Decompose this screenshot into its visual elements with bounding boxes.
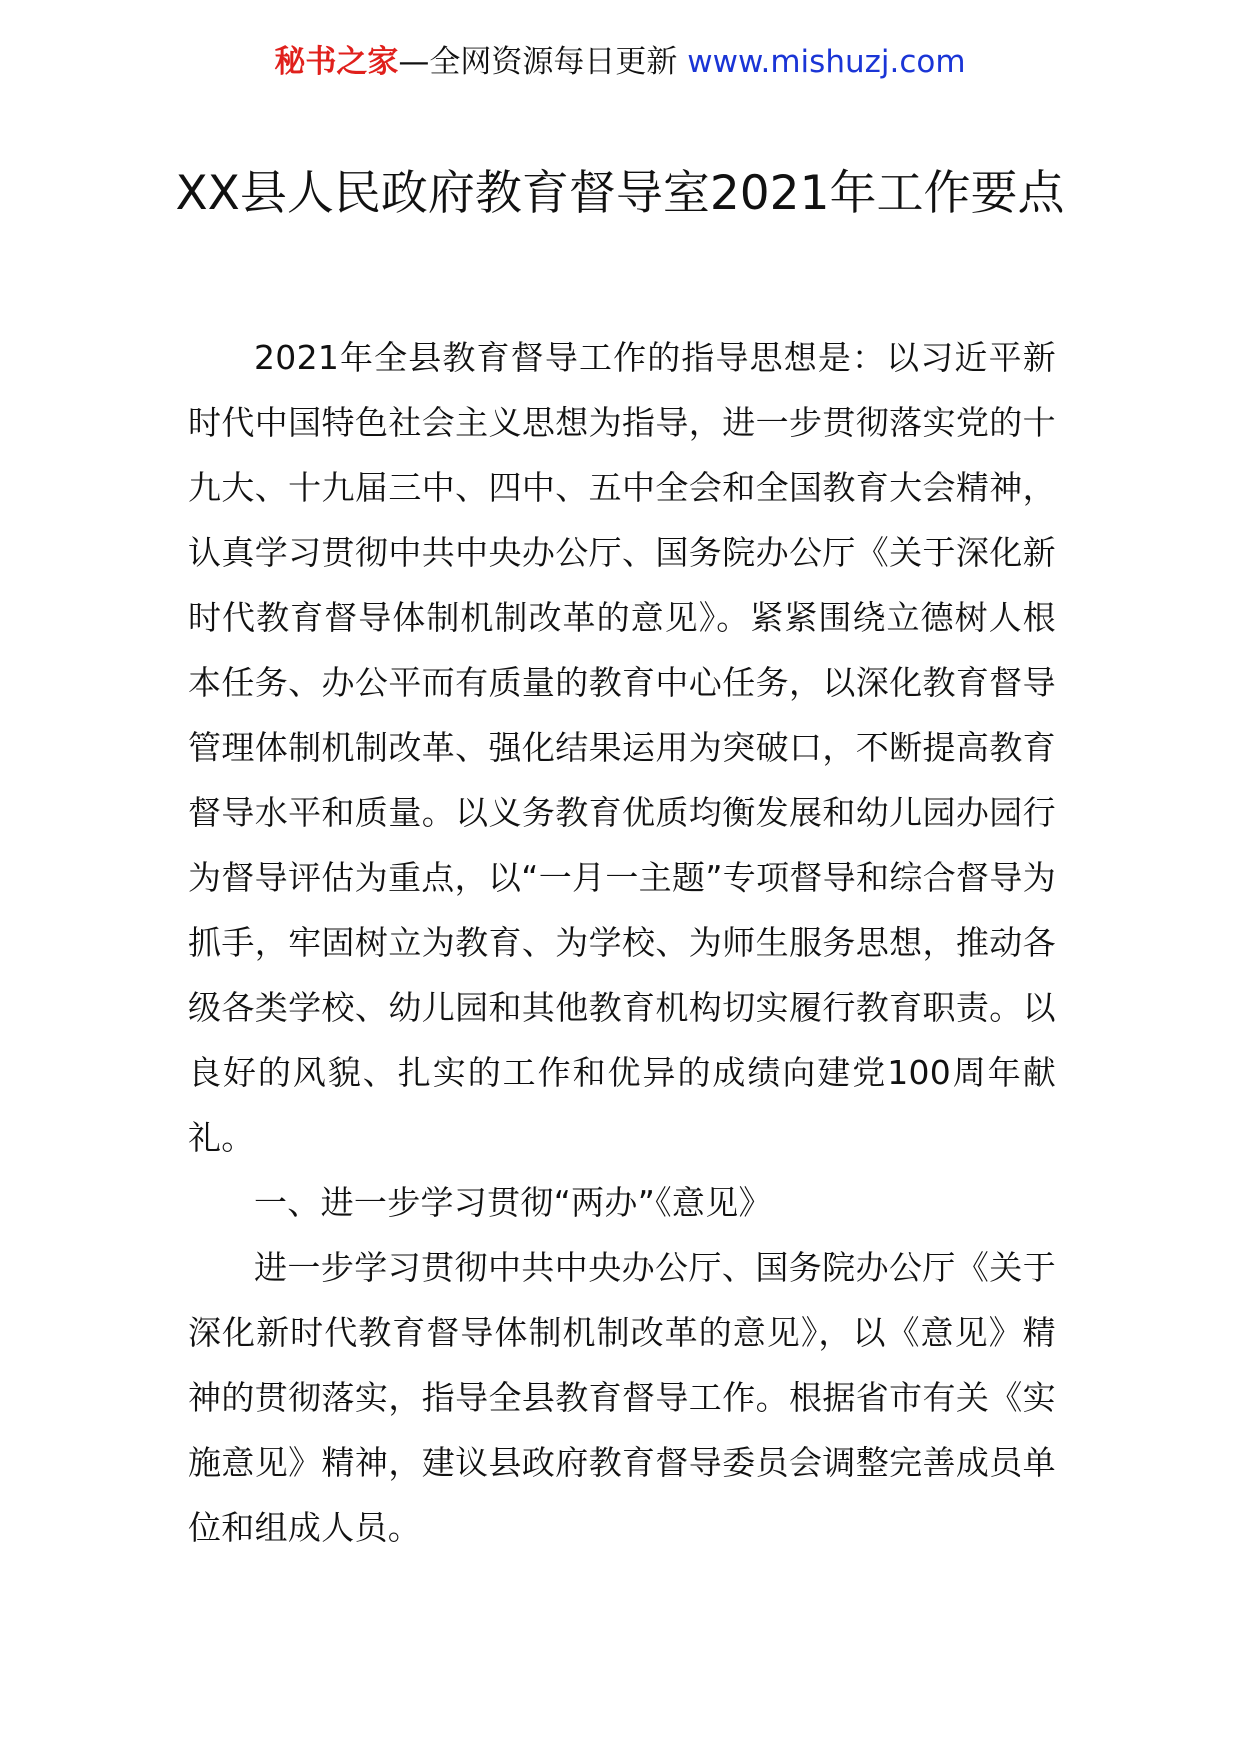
document-body <box>188 325 1056 1560</box>
intro-paragraph: 2021年全县教育督导工作的指导思想是：以习近平新时代中国特色社会主义思想为指导，进一步贯彻落实党的十九大、十九届三中、四中、五中全会和全国教育大会精神，认真学习贯彻中共中央办公厅、国务院办公厅《关于深化新时代教育督导体制机制改革的意见》。紧紧围绕立德树人根本任务、办公平而有质量的教育中心任务，以深化教育督导管理体制机制改革、强化结果运用为突破口，不断提高教育督导水平和质量。以义务教育优质均衡发展和幼儿园办园行为督导评估为重点，以“一月一主题”专项督导和综合督导为抓手，牢固树立为教育、为学校、为师生服务思想，推动各级各类学校、幼儿园和其他教育机构切实履行教育职责。以良好的风貌、扎实的工作和优异的成绩向建党100周年献礼。 <box>188 338 1056 1157</box>
site-header <box>0 40 1240 84</box>
site-tagline: —全网资源每日更新 <box>398 44 688 80</box>
section-heading-1: 一、进一步学习贯彻“两办”《意见》 <box>254 1183 772 1222</box>
site-brand: 秘书之家 <box>274 44 399 80</box>
document-title: XX县人民政府教育督导室2021年工作要点 <box>175 166 1065 221</box>
section-1-paragraph: 进一步学习贯彻中共中央办公厅、国务院办公厅《关于深化新时代教育督导体制机制改革的意见》，以《意见》精神的贯彻落实，指导全县教育督导工作。根据省市有关《实施意见》精神，建议县政府教育督导委员会调整完善成员单位和组成人员。 <box>188 1248 1056 1547</box>
site-url-link[interactable]: www.mishuzj.com <box>687 44 966 80</box>
